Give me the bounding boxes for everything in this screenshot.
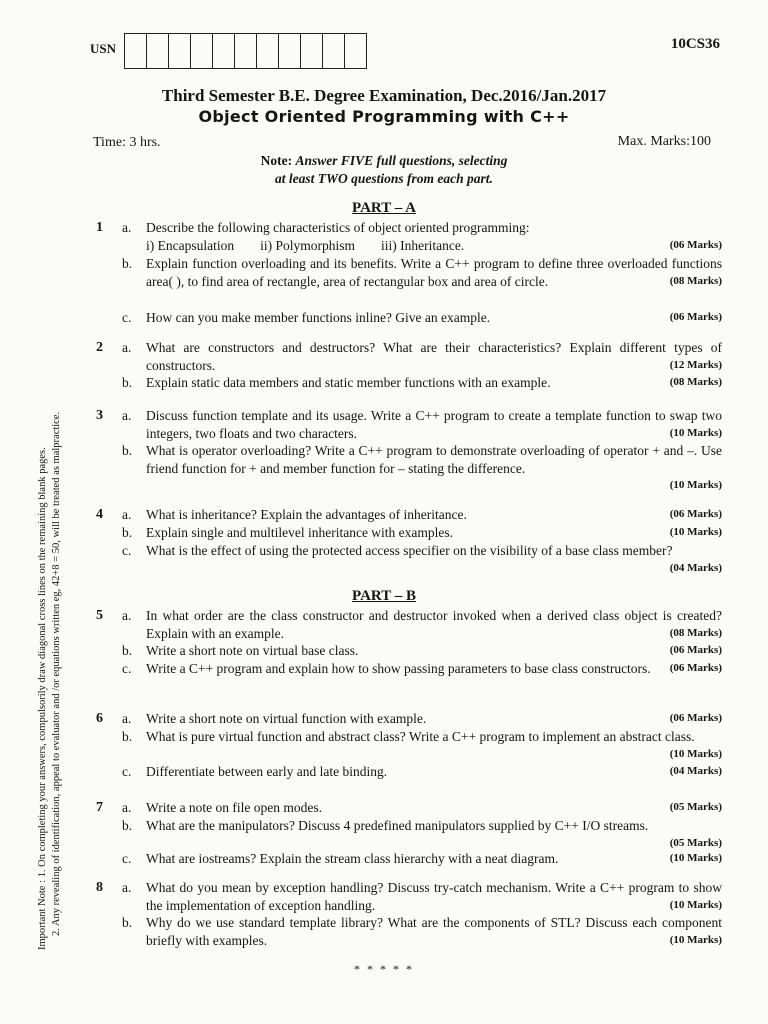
subquestion-label: c.: [122, 543, 132, 558]
question-text: What is operator overloading? Write a C++ program to demonstrate overloading of operator + and –. Use friend function for + and member function for – stating the difference.: [146, 443, 722, 476]
usn-label: USN: [90, 41, 117, 56]
subquestion-label: c.: [122, 310, 132, 325]
part-a-heading: PART – A: [352, 200, 416, 216]
end-marker: * * * * *: [354, 962, 414, 976]
question-text: What are constructors and destructors? What are their characteristics? Explain different types of constructors.: [146, 340, 722, 373]
usn-box[interactable]: [279, 34, 301, 68]
marks-label: (12 Marks): [669, 358, 722, 371]
subquestion-label: a.: [122, 340, 132, 355]
subquestion-label: b.: [122, 375, 133, 390]
usn-box[interactable]: [323, 34, 345, 68]
usn-box[interactable]: [191, 34, 213, 68]
question-3b: [146, 442, 722, 495]
question-number: 4: [96, 507, 103, 522]
marks-label: (10 Marks): [669, 933, 722, 946]
question-7c: [146, 850, 722, 868]
marks-label: (10 Marks): [669, 479, 722, 491]
marks-label: (04 Marks): [669, 561, 722, 574]
marks-label: (10 Marks): [669, 898, 722, 911]
usn-box[interactable]: [235, 34, 257, 68]
max-marks: Max. Marks:100: [617, 134, 711, 149]
subquestion-label: b.: [122, 818, 133, 833]
question-8b: [146, 914, 722, 949]
marks-label: (06 Marks): [669, 238, 722, 251]
question-4b: [146, 524, 722, 542]
question-text: Write a C++ program and explain how to show passing parameters to base class constructors.: [146, 661, 651, 676]
question-3a: [146, 407, 722, 442]
question-text: Write a note on file open modes.: [146, 800, 323, 815]
marks-label: (05 Marks): [669, 836, 722, 849]
usn-box[interactable]: [147, 34, 169, 68]
usn-box[interactable]: [125, 34, 147, 68]
exam-title: Third Semester B.E. Degree Examination, Dec.2016/Jan.2017: [161, 86, 607, 105]
question-7b: [146, 817, 722, 852]
marks-label: (06 Marks): [669, 508, 722, 520]
subquestion-label: a.: [122, 800, 132, 815]
course-code: 10CS36: [670, 36, 720, 52]
question-number: 1: [96, 220, 103, 235]
marks-label: (08 Marks): [669, 626, 722, 639]
marks-label: (10 Marks): [669, 852, 722, 864]
question-8a: [146, 879, 722, 914]
subquestion-label: b.: [122, 256, 133, 271]
question-text: How can you make member functions inline? Give an example.: [146, 310, 491, 325]
question-text: Describe the following characteristics of object oriented programming:: [146, 220, 530, 235]
marks-label: (08 Marks): [669, 274, 722, 287]
question-6c: [146, 763, 722, 781]
question-number: 3: [96, 408, 103, 423]
subquestion-label: a.: [122, 880, 132, 895]
subquestion-label: b.: [122, 915, 133, 930]
question-4c: [146, 542, 722, 577]
question-text: What are iostreams? Explain the stream class hierarchy with a neat diagram.: [146, 851, 559, 866]
marks-label: (10 Marks): [669, 747, 722, 760]
note-line-1: Answer FIVE full questions, selecting: [295, 153, 508, 168]
question-text: Explain static data members and static member functions with an example.: [146, 375, 551, 390]
characteristics-options: [146, 237, 722, 255]
usn-box[interactable]: [213, 34, 235, 68]
marks-label: (10 Marks): [669, 526, 722, 538]
question-1a: [146, 219, 722, 254]
question-number: 5: [96, 608, 103, 623]
question-5a: [146, 607, 722, 642]
marks-label: (06 Marks): [669, 712, 722, 724]
instructions-note: [0, 152, 768, 188]
question-text: What is the effect of using the protected access specifier on the visibility of a base class member?: [146, 543, 673, 558]
side-note-line-1: Important Note : 1. On completing your answers, compulsorily draw diagonal cross lines on the remaining blank pages.: [37, 447, 48, 950]
marks-label: (06 Marks): [669, 662, 722, 674]
marks-label: (10 Marks): [669, 426, 722, 439]
option-item: i) Encapsulation: [146, 237, 235, 253]
subject-title: Object Oriented Programming with C++: [198, 107, 570, 126]
subquestion-label: b.: [122, 525, 133, 540]
usn-boxes[interactable]: [124, 33, 367, 69]
question-7a: [146, 799, 722, 817]
subquestion-label: c.: [122, 764, 132, 779]
question-text: What is pure virtual function and abstract class? Write a C++ program to implement an abstract class.: [146, 729, 695, 744]
question-text: Write a short note on virtual function with example.: [146, 711, 427, 726]
question-text: Differentiate between early and late binding.: [146, 764, 388, 779]
question-number: 6: [96, 711, 103, 726]
question-5b: [146, 642, 722, 660]
question-number: 7: [96, 800, 103, 815]
marks-label: (08 Marks): [669, 376, 722, 388]
marks-label: (06 Marks): [669, 644, 722, 656]
subquestion-label: c.: [122, 851, 132, 866]
question-1b: [146, 255, 722, 290]
usn-box[interactable]: [169, 34, 191, 68]
question-text: In what order are the class constructor and destructor invoked when a derived class object is created? Explain with an example.: [146, 608, 722, 641]
question-2b: [146, 374, 722, 392]
option-item: ii) Polymorphism: [260, 237, 355, 253]
question-6b: [146, 728, 722, 763]
question-2a: [146, 339, 722, 374]
option-item: iii) Inheritance.: [381, 237, 465, 253]
question-6a: [146, 710, 722, 728]
marks-label: (06 Marks): [669, 311, 722, 323]
subquestion-label: a.: [122, 220, 132, 235]
question-number: 2: [96, 340, 103, 355]
marks-label: (04 Marks): [669, 765, 722, 777]
question-text: What are the manipulators? Discuss 4 predefined manipulators supplied by C++ I/O streams.: [146, 818, 649, 833]
question-text: Explain function overloading and its benefits. Write a C++ program to define three overloaded functions area( ), to find area of rectangle, area of rectangular box and area of circle.: [146, 256, 722, 289]
question-4a: [146, 506, 722, 524]
subquestion-label: a.: [122, 608, 132, 623]
usn-box[interactable]: [257, 34, 279, 68]
subquestion-label: a.: [122, 711, 132, 726]
subquestion-label: c.: [122, 661, 132, 676]
part-b-heading: PART – B: [352, 588, 416, 604]
marks-label: (05 Marks): [669, 801, 722, 813]
question-5c: [146, 660, 722, 678]
question-text: What is inheritance? Explain the advantages of inheritance.: [146, 507, 467, 522]
side-note-line-2: 2. Any revealing of identification, appeal to evaluator and /or equations written eg, 42+8 = 50, will be treated as malpractice.: [51, 411, 62, 936]
question-text: Write a short note on virtual base class.: [146, 643, 359, 658]
question-text: Explain single and multilevel inheritance with examples.: [146, 525, 454, 540]
note-prefix: Note:: [260, 153, 293, 168]
exam-time: Time: 3 hrs.: [93, 135, 161, 150]
subquestion-label: b.: [122, 729, 133, 744]
usn-box[interactable]: [345, 34, 366, 68]
subquestion-label: a.: [122, 408, 132, 423]
subquestion-label: b.: [122, 643, 133, 658]
question-text: What do you mean by exception handling? Discuss try-catch mechanism. Write a C++ program to show the implementation of exception handling.: [146, 880, 722, 913]
subquestion-label: a.: [122, 507, 132, 522]
note-line-2: at least TWO questions from each part.: [275, 171, 493, 186]
question-number: 8: [96, 880, 103, 895]
question-text: Why do we use standard template library? What are the components of STL? Discuss each component briefly with examples.: [146, 915, 722, 948]
subquestion-label: b.: [122, 443, 133, 458]
question-1c: [146, 309, 722, 327]
question-text: Discuss function template and its usage. Write a C++ program to create a template function to swap two integers, two floats and two characters.: [146, 408, 722, 441]
usn-box[interactable]: [301, 34, 323, 68]
